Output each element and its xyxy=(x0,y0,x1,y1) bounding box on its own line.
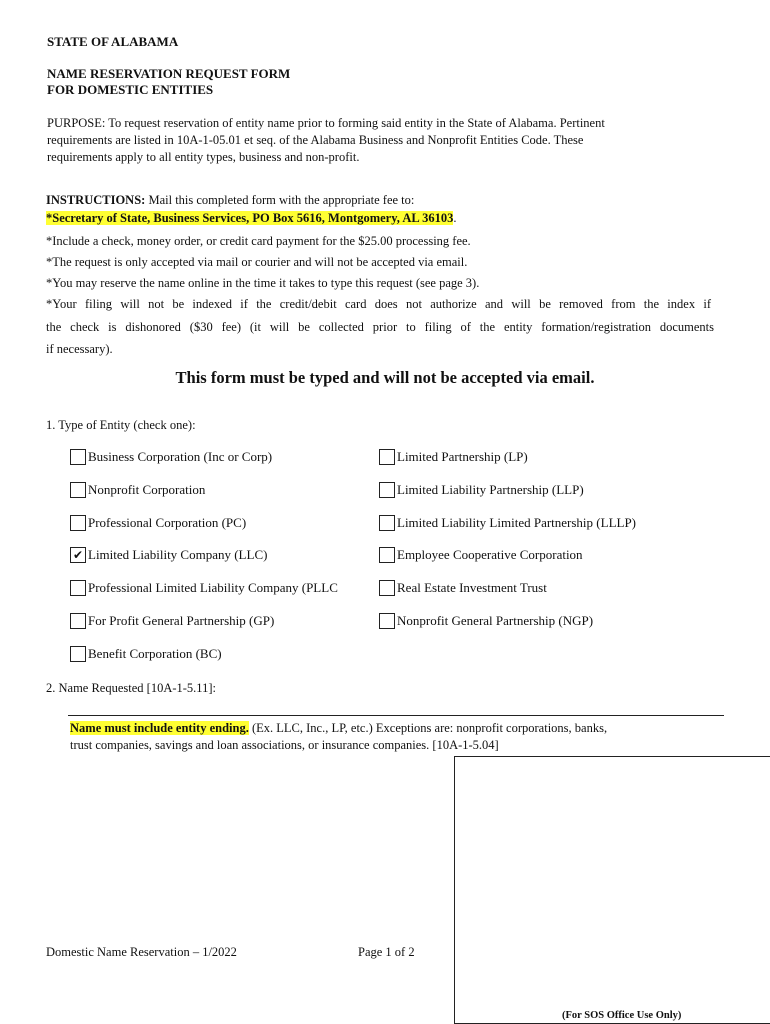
entity-ending-note-text: (Ex. LLC, Inc., LP, etc.) Exceptions are: nonprofit corporations, banks, xyxy=(248,721,608,735)
entity-type-label-text: Nonprofit General Partnership (NGP) xyxy=(397,613,594,628)
purpose-line2: requirements are listed in 10A-1-05.01 et seq. of the Alabama Business and Nonprofit Entities Code. These xyxy=(47,133,584,147)
entity-type-checkbox[interactable] xyxy=(70,580,86,596)
entity-type-checkbox[interactable] xyxy=(379,515,395,531)
entity-ending-note xyxy=(70,720,607,737)
entity-type-checkbox[interactable] xyxy=(70,547,86,563)
name-requested-input[interactable] xyxy=(68,698,724,714)
instructions-intro-text: Mail this completed form with the appropriate fee to: xyxy=(145,193,415,207)
mailing-address-period: . xyxy=(453,211,457,225)
purpose-line1: PURPOSE: To request reservation of entity name prior to forming said entity in the State of Alabama. Pertinent xyxy=(47,116,605,130)
entity-type-right-option[interactable] xyxy=(379,611,593,631)
entity-type-checkbox[interactable] xyxy=(379,613,395,629)
name-requested-label: 2. Name Requested [10A-1-5.11]: xyxy=(46,681,216,695)
entity-type-checkbox[interactable] xyxy=(379,482,395,498)
entity-type-label-text: Employee Cooperative Corporation xyxy=(397,547,583,563)
office-use-box xyxy=(454,756,770,1024)
entity-type-label: 1. Type of Entity (check one): xyxy=(46,418,196,432)
entity-type-label-text: Professional Limited Liability Company (PLLC xyxy=(88,580,338,596)
entity-type-right-option[interactable] xyxy=(379,513,636,533)
entity-type-checkbox[interactable] xyxy=(379,449,395,465)
entity-type-left-option[interactable] xyxy=(70,578,338,598)
entity-type-checkbox[interactable] xyxy=(379,547,395,563)
instruction-fee: *Include a check, money order, or credit card payment for the $25.00 processing fee. xyxy=(46,234,471,248)
purpose-line3: requirements apply to all entity types, business and non-profit. xyxy=(47,150,360,164)
form-title-line1: NAME RESERVATION REQUEST FORM xyxy=(47,66,291,81)
entity-type-right-option[interactable] xyxy=(379,480,584,500)
entity-type-left-option[interactable] xyxy=(70,513,246,533)
entity-type-right-option[interactable] xyxy=(379,578,547,598)
form-title-line2: FOR DOMESTIC ENTITIES xyxy=(47,82,214,97)
instructions-intro xyxy=(46,192,414,208)
instruction-indexing-line3: if necessary). xyxy=(46,342,113,356)
entity-type-checkbox[interactable] xyxy=(70,482,86,498)
entity-type-checkbox[interactable] xyxy=(70,646,86,662)
name-requested-underline xyxy=(68,715,724,716)
entity-type-label-text: Professional Corporation (PC) xyxy=(88,514,247,530)
entity-type-label-text: Limited Liability Company (LLC) xyxy=(88,547,268,563)
mailing-address-text: *Secretary of State, Business Services, PO Box 5616, Montgomery, AL 36103 xyxy=(46,211,454,225)
entity-type-checkbox[interactable] xyxy=(70,613,86,629)
instruction-online: *You may reserve the name online in the time it takes to type this request (see page 3). xyxy=(46,276,480,290)
instruction-indexing-line1: *Your filing will not be indexed if the credit/debit card does not authorize and will be removed from the index if xyxy=(46,297,711,311)
office-use-label: (For SOS Office Use Only) xyxy=(562,1010,682,1021)
entity-type-left-option[interactable] xyxy=(70,644,222,664)
instruction-mail-only: *The request is only accepted via mail or courier and will not be accepted via email. xyxy=(46,255,468,269)
entity-type-label-text: Business Corporation (Inc or Corp) xyxy=(88,449,273,464)
entity-type-left-option[interactable] xyxy=(70,545,267,565)
checkmark-icon: ✔ xyxy=(72,548,84,563)
entity-type-label-text: Limited Liability Limited Partnership (LLLP) xyxy=(397,514,637,530)
entity-type-left-option[interactable] xyxy=(70,611,274,631)
entity-type-left-option[interactable] xyxy=(70,480,205,500)
entity-type-checkbox[interactable] xyxy=(379,580,395,596)
entity-type-label-text: Nonprofit Corporation xyxy=(88,481,206,497)
typed-only-warning: This form must be typed and will not be accepted via email. xyxy=(175,368,595,387)
entity-type-label-text: Benefit Corporation (BC) xyxy=(88,645,222,661)
entity-ending-exceptions: trust companies, savings and loan associations, or insurance companies. [10A-1-5.04] xyxy=(70,738,499,752)
entity-type-checkbox[interactable] xyxy=(70,515,86,531)
page-number: Page 1 of 2 xyxy=(358,945,415,959)
entity-type-label-text: Real Estate Investment Trust xyxy=(397,580,547,596)
entity-ending-note-bold: Name must include entity ending. xyxy=(70,721,249,735)
instructions-label: INSTRUCTIONS: xyxy=(46,193,146,207)
entity-type-label-text: Limited Liability Partnership (LLP) xyxy=(397,481,584,497)
form-identifier: Domestic Name Reservation – 1/2022 xyxy=(46,945,237,959)
entity-type-right-option[interactable] xyxy=(379,545,583,565)
entity-type-label-text: Limited Partnership (LP) xyxy=(397,449,528,464)
mailing-address xyxy=(46,210,457,226)
entity-type-checkbox[interactable] xyxy=(70,449,86,465)
instruction-indexing-line2: the check is dishonored ($30 fee) (it will be collected prior to filing of the entity formation/registration documents xyxy=(46,320,714,334)
entity-type-left-option[interactable] xyxy=(70,447,272,467)
entity-type-label-text: For Profit General Partnership (GP) xyxy=(88,613,275,628)
entity-type-right-option[interactable] xyxy=(379,447,528,467)
state-heading: STATE OF ALABAMA xyxy=(47,34,179,49)
